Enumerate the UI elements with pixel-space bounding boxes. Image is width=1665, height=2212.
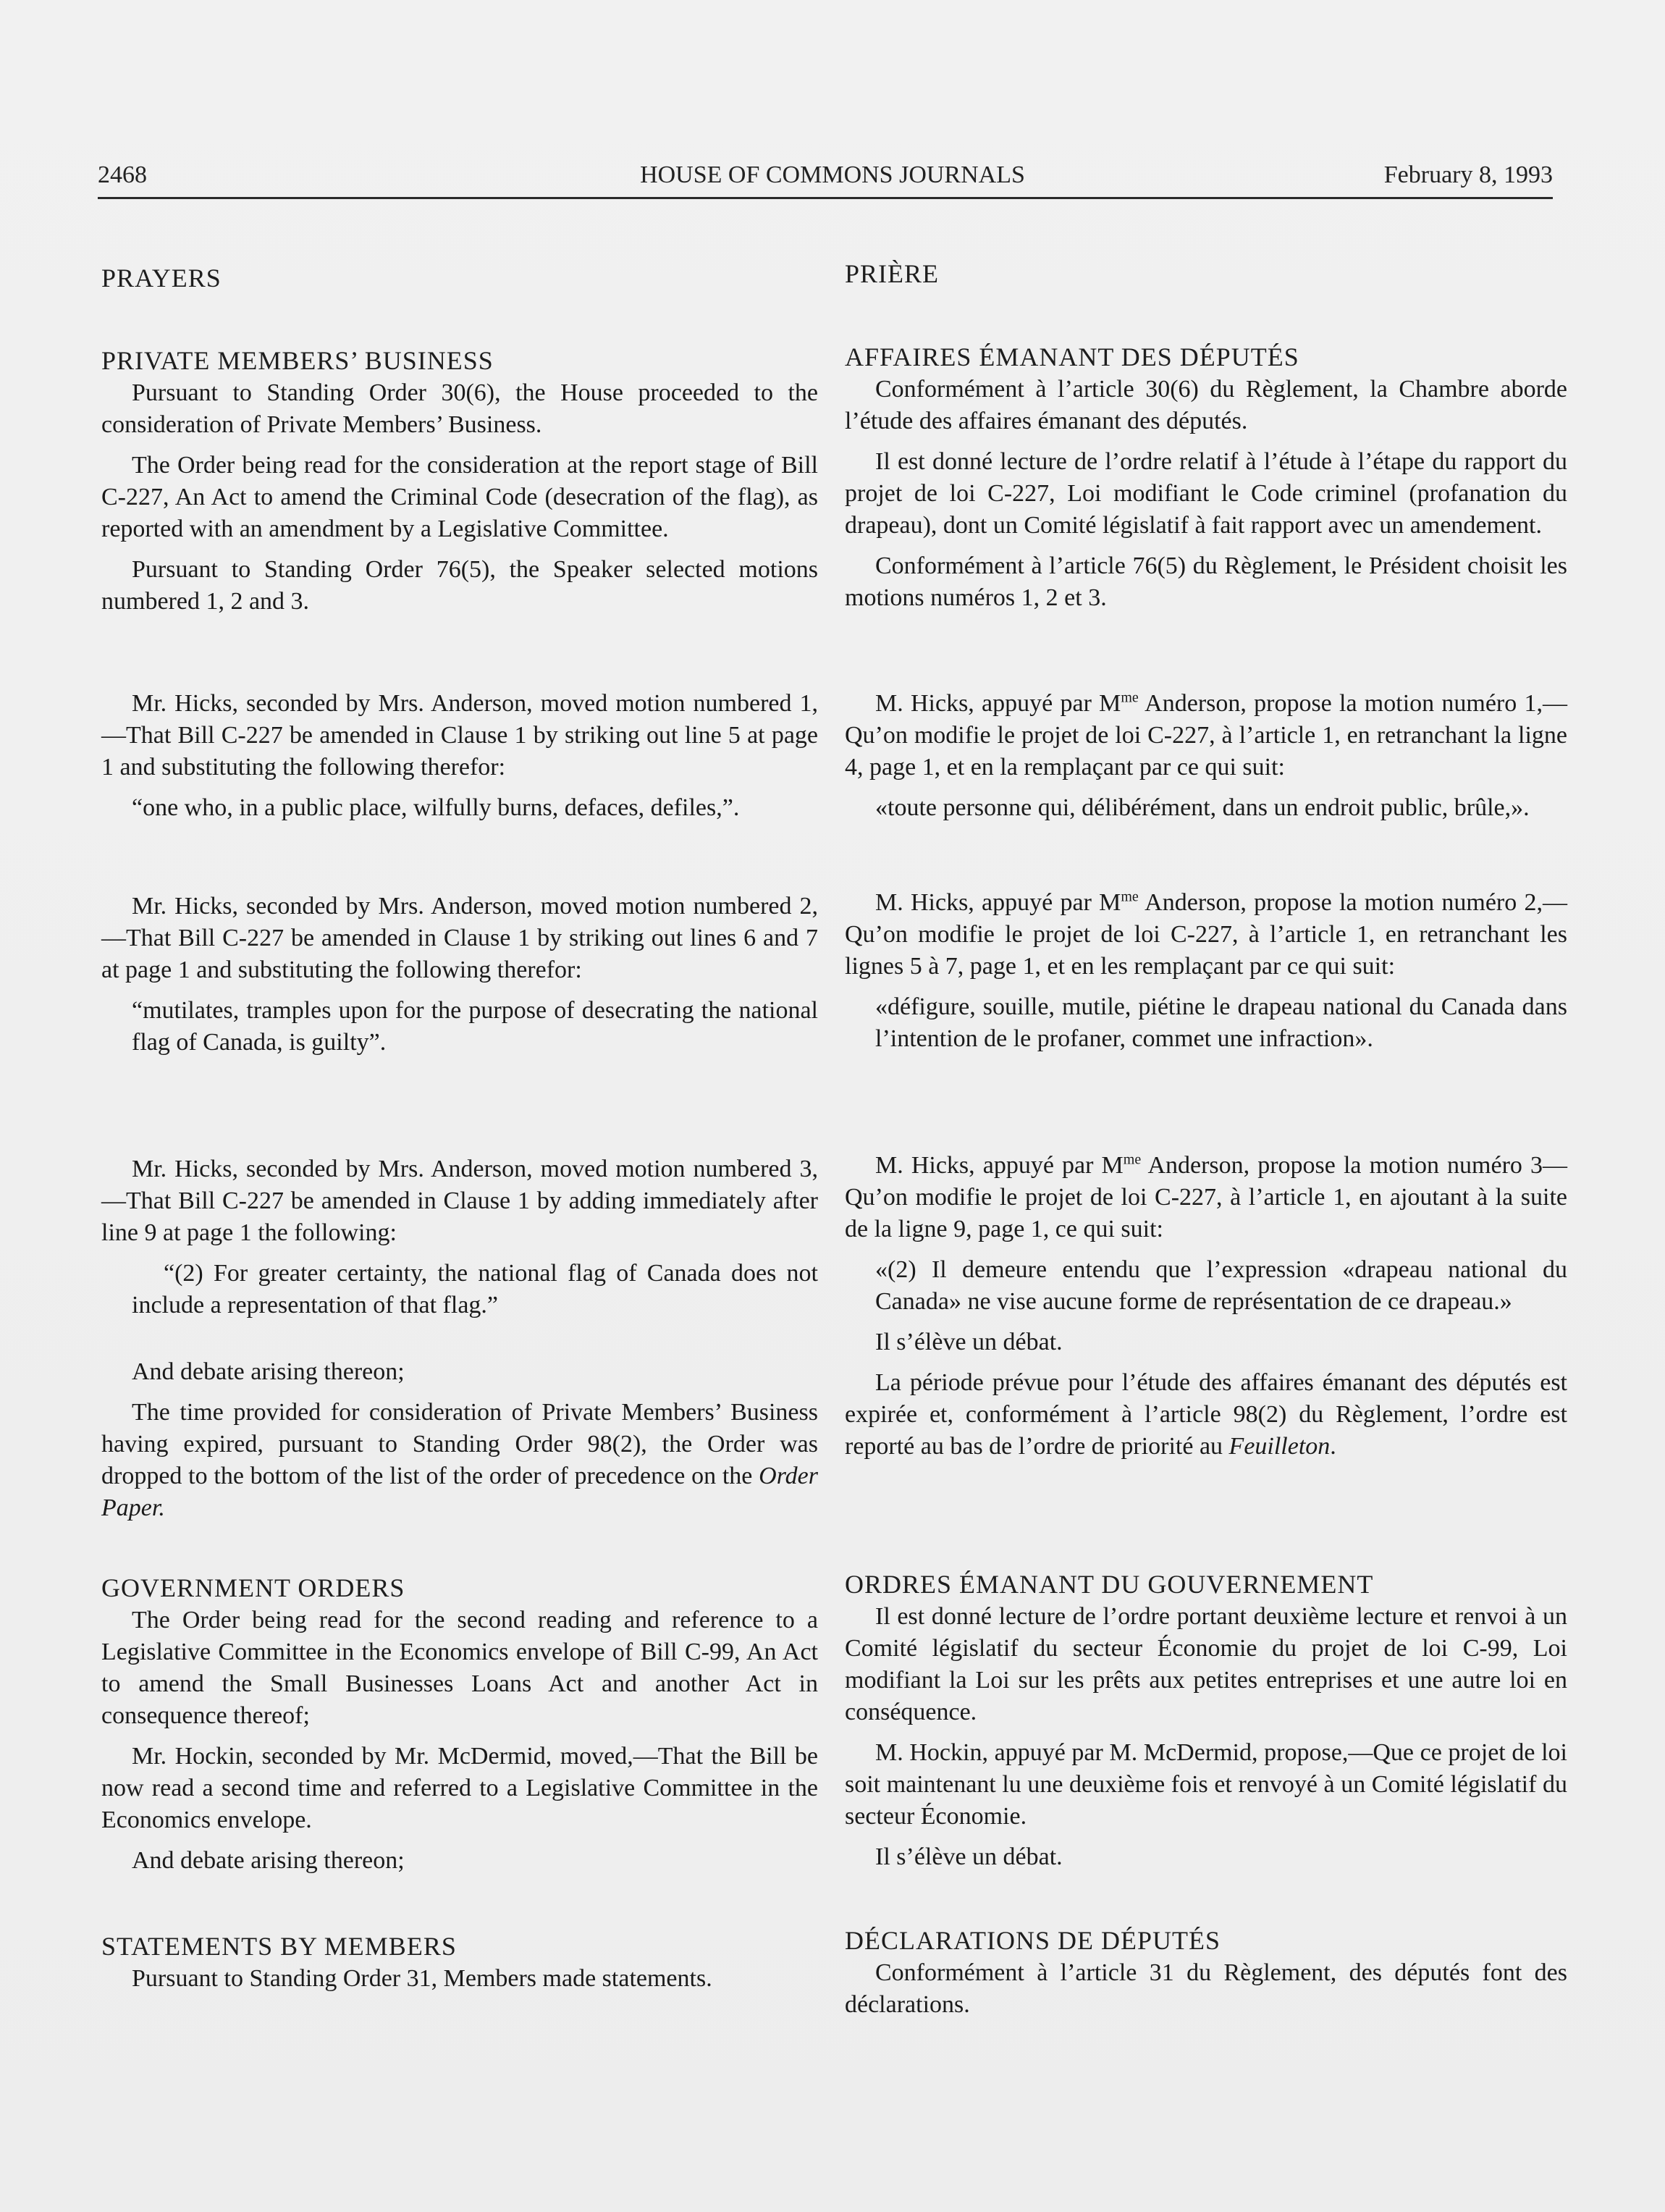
motion-2-quote-en: “mutilates, tramples upon for the purpose of desecrating the national flag of Canada, is guilty”.	[132, 997, 818, 1056]
motion-3-text-fr: M. Hicks, appuyé par $M^{me}$ Anderson, propose la motion numéro 3—Qu’on modifie le projet de loi C-227, à l’article 1, en ajoutant à la suite de la ligne 9, page 1, ce qui suit:	[845, 1151, 1568, 1242]
motion-2-en	[101, 891, 818, 1067]
gov-orders-debate-en: And debate arising thereon;	[132, 1847, 405, 1874]
pmb-paragraph-2-en: The Order being read for the consideration at the report stage of Bill C-227, An Act to amend the Criminal Code (desecration of the flag), as reported with an amendment by a Legislative Committee.	[101, 452, 818, 542]
motion-1-text-fr: M. Hicks, appuyé par $M^{me}$ Anderson, propose la motion numéro 1,—Qu’on modifie le projet de loi C-227, à l’article 1, en retranchant la ligne 4, page 1, et en la remplaçant par ce qui suit:	[845, 689, 1567, 781]
statements-paragraph-en: Pursuant to Standing Order 31, Members made statements.	[132, 1965, 712, 1992]
order-paper-title: Order Paper.	[101, 1463, 818, 1521]
gov-orders-paragraph-1-en: The Order being read for the second reading and reference to a Legislative Committee in the Economics envelope of Bill C-99, An Act to amend the Small Businesses Loans Act and another Act in consequence thereof;	[101, 1607, 818, 1729]
journal-title: HOUSE OF COMMONS JOURNALS	[640, 161, 1025, 188]
statements-paragraph-fr: Conformément à l’article 31 du Règlement, des députés font des déclarations.	[845, 1959, 1567, 2018]
pmb-paragraph-2-fr: Il est donné lecture de l’ordre relatif à l’étude à l’étape du rapport du projet de loi C-227, Loi modifiant le Code criminel (profanation du drapeau), dont un Comité législatif à fait rapport avec un amendement.	[845, 448, 1567, 539]
gov-orders-paragraph-2-fr: M. Hockin, appuyé par M. McDermid, propose,—Que ce projet de loi soit maintenant lu une deuxième fois et renvoyé à un Comité législatif du secteur Économie.	[845, 1739, 1567, 1830]
gov-orders-paragraph-2-en: Mr. Hockin, seconded by Mr. McDermid, moved,—That the Bill be now read a second time and referred to a Legislative Committee in the Economics envelope.	[101, 1743, 818, 1833]
motion-3-followup-en	[101, 1356, 818, 1533]
header-rule	[98, 197, 1553, 199]
prayers-heading-en: PRAYERS	[101, 264, 222, 293]
pmb-paragraph-3-fr: Conformément à l’article 76(5) du Règlement, le Président choisit les motions numéros 1, 2 et 3.	[845, 552, 1567, 611]
debate-line-en: And debate arising thereon;	[132, 1358, 405, 1385]
motion-1-text-en: Mr. Hicks, seconded by Mrs. Anderson, moved motion numbered 1,—That Bill C-227 be amended in Clause 1 by striking out line 5 at page 1 and substituting the following therefor:	[101, 690, 818, 781]
statements-section-fr	[845, 1924, 1567, 2030]
pmb-section-fr	[845, 340, 1567, 623]
time-expired-paragraph-en: The time provided for consideration of Private Members’ Business having expired, pursuant to Standing Order 98(2), the Order was dropped to the bottom of the list of the order of precedence on the Order Paper.	[101, 1399, 818, 1521]
time-expired-paragraph-fr: La période prévue pour l’étude des affaires émanant des députés est expirée et, conformément à l’article 98(2) du Règlement, l’ordre est reporté au bas de l’ordre de priorité au Feuilleton.	[845, 1369, 1567, 1460]
motion-2-text-en: Mr. Hicks, seconded by Mrs. Anderson, moved motion numbered 2,—That Bill C-227 be amended in Clause 1 by striking out lines 6 and 7 at page 1 and substituting the following therefor:	[101, 893, 818, 983]
statements-section-en	[101, 1930, 818, 2003]
motion-2-text-fr: M. Hicks, appuyé par $M^{me}$ Anderson, propose la motion numéro 2,—Qu’on modifie le projet de loi C-227, à l’article 1, en retranchant les lignes 5 à 7, page 1, et en les remplaçant par ce qui suit:	[845, 888, 1567, 980]
motion-1-en	[101, 688, 818, 833]
gov-orders-heading-fr: ORDRES ÉMANANT DU GOUVERNEMENT	[845, 1570, 1374, 1599]
motion-3-quote-en: “(2) For greater certainty, the national flag of Canada does not include a representation of that flag.”	[132, 1260, 818, 1319]
motion-1-quote-fr: «toute personne qui, délibérément, dans un endroit public, brûle,».	[875, 794, 1530, 821]
motion-3-fr	[845, 1150, 1567, 1471]
feuilleton-title: Feuilleton	[1228, 1433, 1331, 1460]
prayers-heading-fr: PRIÈRE	[845, 259, 940, 288]
motion-2-quote-fr: «défigure, souille, mutile, piétine le drapeau national du Canada dans l’intention de le profaner, commet une infraction».	[875, 993, 1567, 1052]
motion-3-quote-fr: «(2) Il demeure entendu que l’expression «drapeau national du Canada» ne vise aucune forme de représentation de ce drapeau.»	[875, 1256, 1567, 1315]
pmb-section-en	[101, 344, 818, 626]
page-number: 2468	[98, 161, 147, 188]
pmb-heading-fr: AFFAIRES ÉMANANT DES DÉPUTÉS	[845, 342, 1299, 371]
pmb-paragraph-1-fr: Conformément à l’article 30(6) du Règlement, la Chambre aborde l’étude des affaires émanant des députés.	[845, 376, 1567, 434]
debate-line-fr: Il s’élève un débat.	[875, 1329, 1063, 1355]
pmb-heading-en: PRIVATE MEMBERS’ BUSINESS	[101, 346, 494, 375]
motion-1-quote-en: “one who, in a public place, wilfully burns, defaces, defiles,”.	[132, 794, 740, 821]
gov-orders-heading-en: GOVERNMENT ORDERS	[101, 1573, 405, 1602]
gov-orders-paragraph-1-fr: Il est donné lecture de l’ordre portant deuxième lecture et renvoi à un Comité législatif du secteur Économie du projet de loi C-99, Loi modifiant la Loi sur les prêts aux petites entreprises et une autre loi en conséquence.	[845, 1603, 1567, 1725]
motion-3-en	[101, 1153, 818, 1330]
statements-heading-en: STATEMENTS BY MEMBERS	[101, 1932, 457, 1961]
gov-orders-section-en	[101, 1571, 818, 1885]
gov-orders-debate-fr: Il s’élève un débat.	[875, 1843, 1063, 1870]
pmb-paragraph-1-en: Pursuant to Standing Order 30(6), the House proceeded to the consideration of Private Members’ Business.	[101, 379, 818, 438]
journal-date: February 8, 1993	[1383, 161, 1553, 188]
motion-1-fr	[845, 688, 1567, 833]
motion-2-fr	[845, 887, 1567, 1064]
gov-orders-section-fr	[845, 1568, 1567, 1882]
statements-heading-fr: DÉCLARATIONS DE DÉPUTÉS	[845, 1926, 1221, 1955]
motion-3-text-en: Mr. Hicks, seconded by Mrs. Anderson, moved motion numbered 3,—That Bill C-227 be amended in Clause 1 by adding immediately after line 9 at page 1 the following:	[101, 1156, 818, 1246]
pmb-paragraph-3-en: Pursuant to Standing Order 76(5), the Speaker selected motions numbered 1, 2 and 3.	[101, 556, 818, 615]
